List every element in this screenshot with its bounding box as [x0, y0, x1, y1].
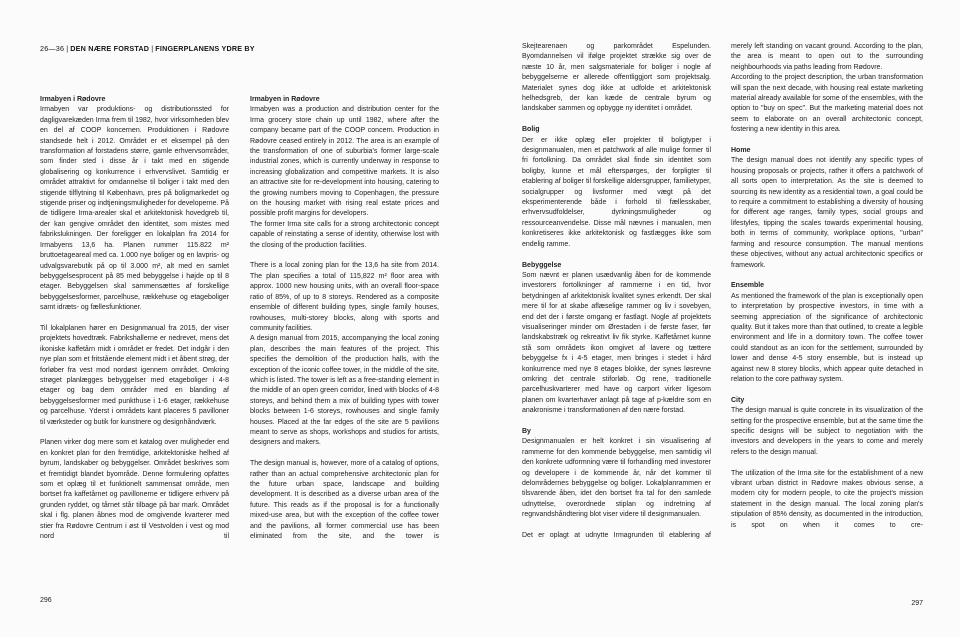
paragraph: merely left standing on vacant ground. According to the plan, the area is meant to open out to the surrounding neighbourhoods via paths leading from Rødovre. [731, 43, 923, 71]
header-divider: | [151, 44, 154, 53]
paragraph: There is a local zoning plan for the 13,6 ha site from 2014. The plan specifies a total of 115,822 m² floor area with approx. 1000 new housing units, with an overall floor-space ratio of 85%, of up to 8 storeys. Rendered as a composite ensemble of different building types, single family houses, rowhouses, multi-storey blocks, along with sports and community facilities. [250, 262, 439, 332]
subheading-by: By [522, 427, 531, 435]
paragraph: The design manual is quite concrete in its visualization of the setting for the prospective ensemble, but at the same time the specific designs will be subject to negotiation with the investors and developers in the years to come and merely refers to the design manual. [731, 407, 923, 456]
chapter-title: FINGERPLANENS YDRE BY [155, 44, 255, 53]
page-range-label: 26—36 [40, 44, 65, 53]
paragraph: Til lokalplanen hører en Designmanual fra 2015, der viser projektets hovedtræk. Fabrikshallerne er nedrevet, mens det ikoniske kaffetårn midt i området er fredet. Det indgår i den nye plan som et fritstående element midt i et åbent strøg, der forløber fra vest mod nordøst igennem området. Omkring strøget planlægges bebyggelser med etageboliger i 4-8 etager og bag dem områder med en blanding af bebyggelsesformer med punkthuse i 1-6 etager, rækkehuse og parcelhuse. Yderst i områdets kant placeres 5 pavilloner til værksteder og butik for kunstnere og designhåndværk. [40, 324, 229, 426]
paragraph: The design manual does not identify any specific types of housing proposals or projects, rather it offers a patchwork of all sorts open to interpretation. As the site is deemed to sourcing its new identity as a residential town, a goal could be to require a commitment to establishing a diversity of housing for different age ranges, family types, social groups and lifestyles, tipping the scales towards experimental housing, both in terms of community, workplace options, "urban" farming and resource consumption. The manual mentions these objectives, without any actual architectonic specifics or framework. [731, 157, 923, 269]
running-header [40, 44, 255, 53]
paragraph: Irmabyen was a production and distribution center for the Irma grocery store chain up until 1982, where after the company became part of the COOP concern. Production in Rødovre ceased entirely in 2012. The area is an example of the transformation of one of suburbia's former large-scale industrial zones, which is currently underway in response to increasing globalization and competitive markets. It is also an attractive site for re-development into housing, catering to the growing numbers moving to Copenhagen, the pressure on the housing market with rising real estate prices and possible profit margins for developers. [250, 106, 439, 218]
column-danish-left [40, 95, 229, 542]
paragraph: As mentioned the framework of the plan is exceptionally open to interpretation by prospective investors, in time with a seeming appreciation of the significance of architectonic quality. But it takes more than that outlined, to create a legible environment and life in a dormitory town. The coffee tower could standout as an icon for the settlement, surrounded by lower and dense 4-5 story ensemble, but is instead up against new 8 storey blocks, which appear quite detached in relation to the core pathway system. [731, 292, 923, 383]
subheading-home: Home [731, 147, 751, 155]
page-number-left: 296 [40, 597, 52, 604]
paragraph: A design manual from 2015, accompanying the local zoning plan, describes the main features of the project. This specifies the demolition of the production halls, with the exception of the iconic coffee tower, in the middle of the site, which is listed. The tower is left as a free-standing element in the middle of an open green corridor, lined with blocks of 4-8 storeys, and behind them a mix of building types with tower blocks between 1-6 storeys, rowhouses and single family houses. Placed at the far edges of the site are 5 pavilions meant to serve as shops, workshops and studios for artists, designers and makers. [250, 335, 439, 447]
subheading-ensemble: Ensemble [731, 282, 765, 290]
paragraph: Planen virker dog mere som et katalog over muligheder end en konkret plan for den fremtidige, arkitektoniske helhed af byrum, landskaber og bebyggelser. Området beskrives som et fremtidigt blandet byområde. Denne formulering opfattes som et oplæg til et funktionelt sammensat område, men bortset fra kaffetårnet og pavillonerne er tidligere erhverv på grunden ryddet, og tårnet står tilbage på bar mark. Området skal i flg. planen åbnes mod de omgivende kvarterer med stier fra Rødovre Centrum i øst til Vestvolden i vest og mod nord til [40, 439, 229, 541]
paragraph: According to the project description, the urban transformation will span the next decade, with housing real estate marketing material already available for some of the ensembles, with the option to "buy on spec". But the marketing material does not seem to elaborate on an overall architectonic concept, fostering a new identity in this area. [731, 74, 923, 134]
paragraph: Der er ikke oplæg eller projekter til boligtyper i designmanualen, men et patchwork af alle mulige former til fri fortolkning. Da området skal finde sin identitet som boligby, kunne et mål efterspørges, der forpligter til etablering af boliger til forskellige aldersgrupper, familietyper, socialgrupper og livsformer med vægt på det eksperimenterende både i forhold til fællesskaber, erhvervsudfoldelser, dyrkningsmuligheder og ressourceanvendelse. Disse mål nævnes i manualen, men konkretiseres ikke arkitektonisk og fastlægges ikke som endelig ramme. [522, 136, 711, 248]
subheading-bebyggelse: Bebyggelse [522, 261, 562, 269]
column-danish-right [522, 42, 711, 541]
article-heading-english: Irmabyen in Rødovre [250, 96, 320, 103]
paragraph: The design manual is, however, more of a catalog of options, rather than an actual comprehensive architectonic plan for the future urban space, landscape and building development. It is described as a diverse urban area of the future. This reads as if the proposal is for a functionally mixed-use area, but with the exception of the coffee tower and the pavilions, all former commercial use has been eliminated from the site, and the tower is [250, 460, 439, 541]
section-title: DEN NÆRE FORSTAD [70, 44, 150, 53]
subheading-city: City [731, 396, 745, 404]
paragraph: Irmabyen var produktions- og distributionssted for dagligvarekæden Irma frem til 1982, hvor virksomheden blev en del af COOP koncernen. Produktionen i Rødovre standsede helt i 2012. Området er et eksempel på den transformation af forstadens større, gamle erhvervsområder, som finder sted i disse år i takt med en stigende globalisering og konkurrence i erhvervslivet. Samtidig er området attraktivt for omdannelse til boliger i takt med den stigende tilflytning til København, pres på boligmarkedet og stigende priser og indtjeningsmuligheder for developerne. På de tidligere Irma-arealer skal et arkitektonisk hovedgreb til, der kan gengive området den identitet, som mistes med fabrikslukningen. Der foreligger en lokalplan fra 2014 for Irmabyens 13,6 ha. Planen rummer 115.822 m² bruttoetageareal med ca. 1.000 nye boliger og en lavpris- og udvalgsvarebutik på op til 3.000 m², alt med en samlet bebyggelsesprocent på 85 med bebyggelse i højde op til 8 etager. Bebyggelsen skal sammensættes af forskellige bebyggelsesformer, parcelhuse, rækkehuse og etageboliger samt idræts- og fællesfunktioner. [40, 106, 229, 312]
column-english-right [731, 42, 923, 531]
paragraph: Som nævnt er planen usædvanlig åben for de kommende investorers fortolkninger af rammerne i en tid, hvor betydningen af arkitektonisk kvalitet synes erkendt. Der skal mere til for at skabe aflæselige rammer og liv i sovebyen, end det der i første omgang er fastlagt. Nogle af projektets visualiseringer minder om Ørestaden i de første faser, før landskabstræk og rekreativt liv fik styrke. Kaffetårnet kunne stå som områdets ikon omgivet af lavere og tættere bebyggelse fx i 4-5 etager, men bringes i stedet i hård konkurrence med nye 8 etages blokke, der synes løsrevne omkring det centrale stiforløb. Og rene, traditionelle parcelhuskvarterer med have og carport virker ligesom planen om kvarterhaver anlagt på tage af p-kældre som en anakronisme i transformationen af den nære forstad. [522, 271, 711, 415]
paragraph: Det er oplagt at udnytte Irmagrunden til etablering af [522, 532, 711, 540]
page-number-right: 297 [911, 600, 923, 607]
paragraph: The former Irma site calls for a strong architectonic concept capable of reinstating a sense of identity, otherwise lost with the closing of the production facilities. [250, 220, 439, 249]
paragraph: Designmanualen er helt konkret i sin visualisering af rammerne for den kommende bebyggelse, men samtidig vil den konkrete udformning være til forhandling med investorer og developere i de kommende år, når det kommer til delområdernes bebyggelse og boliger. Lokalplanrammen er tilsvarende åben, idet den bortset fra tal for den samlede udnyttelse, overordnede stiplan og indretning af regnvandshåndtering blot viser videre til designmanualen. [522, 438, 711, 519]
article-heading-danish: Irmabyen i Rødovre [40, 96, 106, 103]
subheading-bolig: Bolig [522, 126, 540, 134]
paragraph: Skejtearenaen og parkområdet Espelunden. Byomdannelsen vil ifølge projektet strække sig over de næste 10 år, men salgsmateriale for boliger i nogle af bebyggelserne er allerede offentliggjort som projektsalg. Materialet synes dog ikke at udfolde et arkitektonisk helhedsgreb, der kan kæde de centrale byrum og landskaber sammen og opbygge ny identitet i området. [522, 43, 711, 113]
column-english-left [250, 95, 439, 542]
header-divider: | [66, 44, 69, 53]
paragraph: The utilization of the Irma site for the establishment of a new vibrant urban district in Rødovre makes obvious sense, a modern city for modern people, to cite the project's mission statement in the design manual. The local zoning plan's stipulation of 85% density, as documented in the introduction, is spot on when it comes to cre- [731, 469, 923, 529]
